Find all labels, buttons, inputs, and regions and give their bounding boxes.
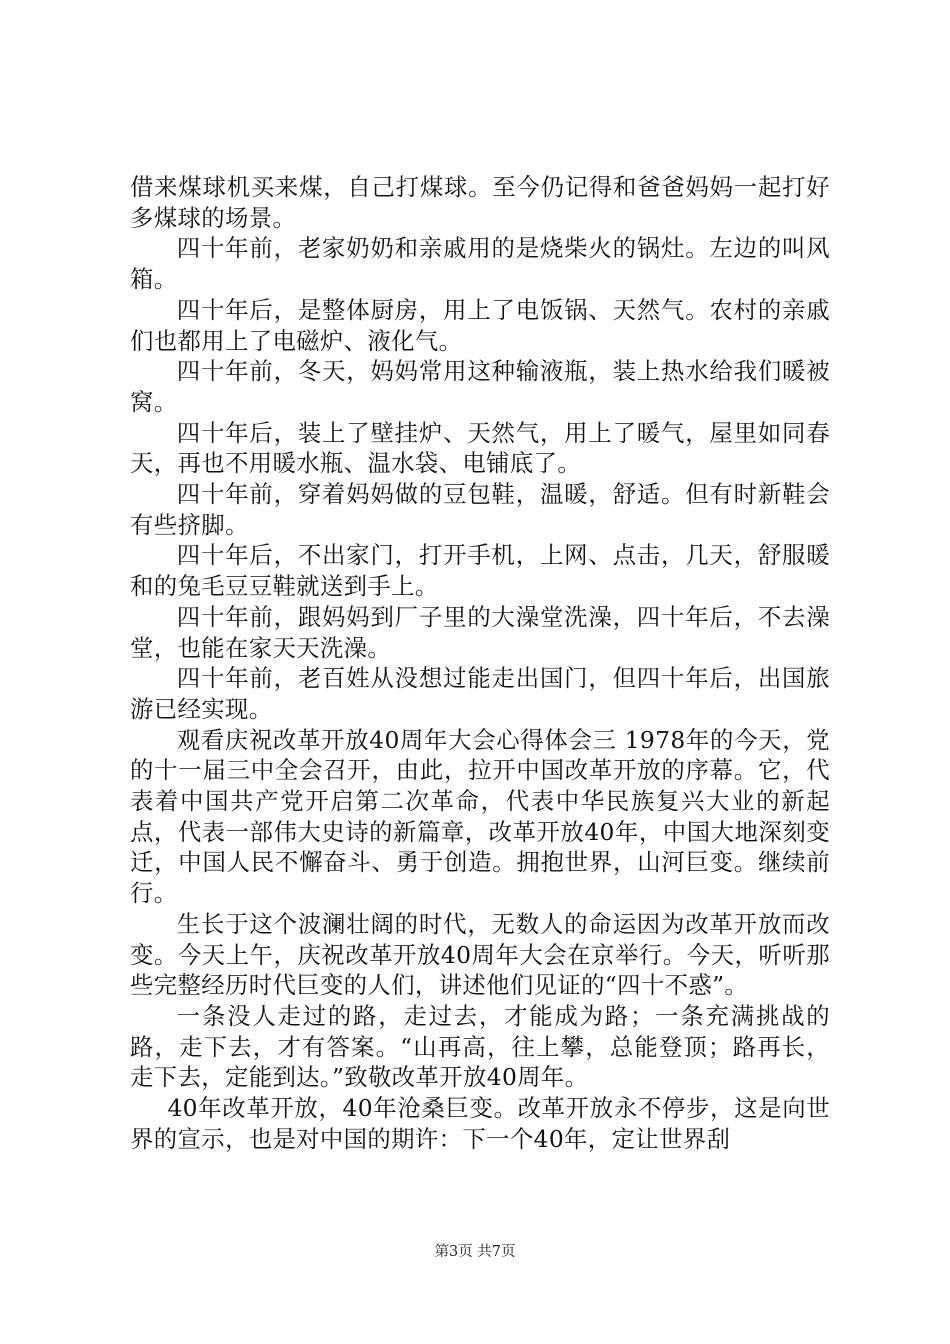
paragraph: 四十年后，是整体厨房，用上了电饭锅、天然气。农村的亲戚们也都用上了电磁炉、液化气。	[130, 295, 830, 355]
paragraph: 四十年前，穿着妈妈做的豆包鞋，温暖，舒适。但有时新鞋会有些挤脚。	[130, 480, 830, 539]
paragraph: 借来煤球机买来煤，自己打煤球。至今仍记得和爸爸妈妈一起打好多煤球的场景。	[130, 173, 830, 232]
paragraph: 四十年前，老百姓从没想过能走出国门，但四十年后，出国旅游已经实现。	[130, 664, 830, 723]
paragraph: 四十年前，老家奶奶和亲戚用的是烧柴火的锅灶。左边的叫风箱。	[130, 234, 830, 294]
paragraph: 观看庆祝改革开放40周年大会心得体会三 1978年的今天，党的十一届三中全会召开，由此，拉开中国改革开放的序幕。它，代表着中国共产党开启第二次革命，代表中华民族复兴大业的新起点，代表一部伟大史诗的新篇章，改革开放40年，中国大地深刻变迁，中国人民不懈奋斗、勇于创造。拥抱世界，山河巨变。继续前行。	[130, 725, 830, 908]
body-text	[130, 172, 830, 1155]
paragraph: 四十年后，装上了壁挂炉、天然气，用上了暖气，屋里如同春天，再也不用暖水瓶、温水袋、电铺底了。	[130, 418, 830, 478]
paragraph: 一条没人走过的路，走过去，才能成为路；一条充满挑战的路，走下去，才有答案。“山再高，往上攀，总能登顶；路再长，走下去，定能到达。”致敬改革开放40周年。	[130, 1001, 830, 1092]
paragraph: 四十年前，跟妈妈到厂子里的大澡堂洗澡，四十年后，不去澡堂，也能在家天天洗澡。	[130, 602, 830, 662]
page-footer	[0, 1242, 950, 1262]
paragraph: 四十年前，冬天，妈妈常用这种输液瓶，装上热水给我们暖被窝。	[130, 357, 830, 416]
paragraph: 四十年后，不出家门，打开手机，上网、点击，几天，舒服暖和的兔毛豆豆鞋就送到手上。	[130, 541, 830, 601]
page-number: 第3页 共7页	[434, 1244, 516, 1260]
paragraph: 生长于这个波澜壮阔的时代，无数人的命运因为改革开放而改变。今天上午，庆祝改革开放40周年大会在京举行。今天，听听那些完整经历时代巨变的人们，讲述他们见证的“四十不惑”。	[130, 909, 830, 1000]
paragraph: 40年改革开放，40年沧桑巨变。改革开放永不停步，这是向世界的宣示，也是对中国的期许：下一个40年，定让世界刮	[130, 1094, 830, 1153]
